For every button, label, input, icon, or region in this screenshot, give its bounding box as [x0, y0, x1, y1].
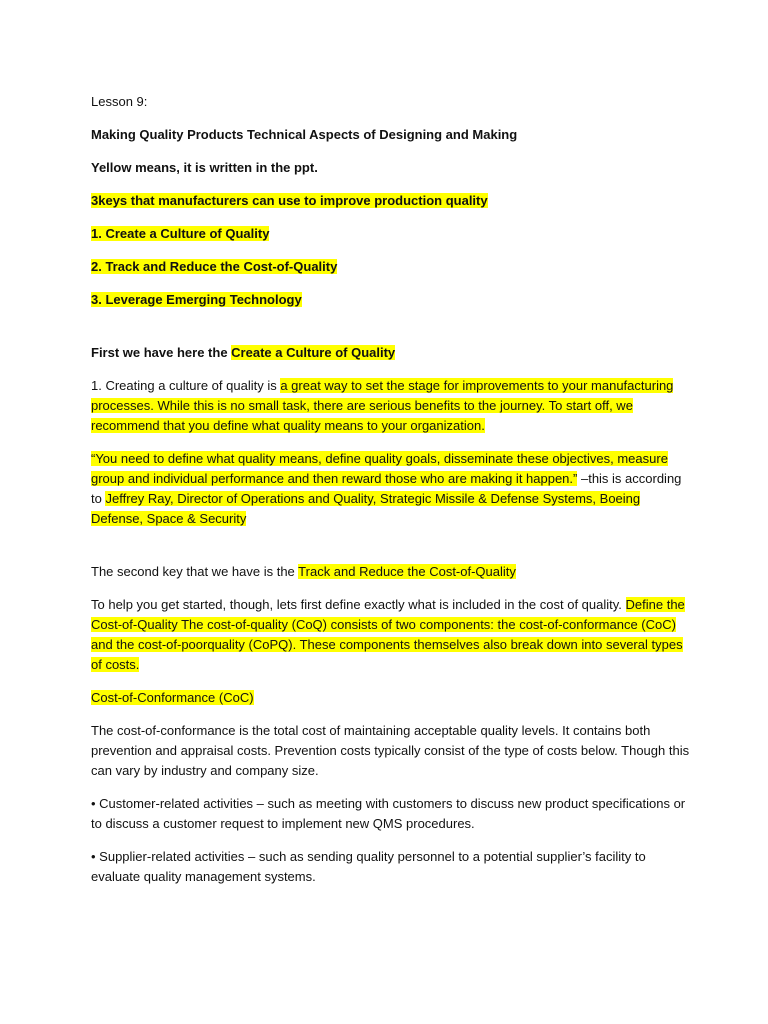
bullet-item: • Supplier-related activities – such as sending quality personnel to a potential supplier’s facility to evaluate quality management systems.: [91, 849, 646, 884]
quote-attribution-highlight: Jeffrey Ray, Director of Operations and Quality, Strategic Missile & Defense Systems, Boeing Defense, Space & Security: [91, 491, 641, 526]
key-item-2: [91, 257, 691, 277]
section1-paragraph-highlight: a great way to set the stage for improvements to your manufacturing processes. While this is no small task, there are serious benefits to the journey. To start off, we recommend that you define what quality means to your organization.: [91, 378, 674, 433]
section2-intro: [91, 562, 691, 582]
section2-intro-highlight: Track and Reduce the Cost-of-Quality: [298, 564, 516, 579]
quote-attribution-text: –this is according to: [91, 471, 682, 506]
keys-heading: [91, 191, 691, 211]
document-title: Making Quality Products Technical Aspects of Designing and Making: [91, 127, 518, 142]
legend-note: Yellow means, it is written in the ppt.: [91, 160, 318, 175]
section1-intro-text: First we have here the: [91, 345, 232, 360]
lesson-label: Lesson 9:: [91, 94, 148, 109]
key-item-3: [91, 290, 691, 310]
section1-intro: [91, 343, 691, 363]
section1-paragraph: [91, 376, 691, 436]
key-item-text: 3. Leverage Emerging Technology: [91, 292, 302, 307]
coc-heading-highlight: Cost-of-Conformance (CoC): [91, 690, 254, 705]
key-item-text: 1. Create a Culture of Quality: [91, 226, 270, 241]
section2-paragraph-text: To help you get started, though, lets first define exactly what is included in the cost of quality.: [91, 597, 626, 612]
section1-quote: [91, 449, 691, 529]
key-item-1: [91, 224, 691, 244]
section1-paragraph-text: 1. Creating a culture of quality is: [91, 378, 281, 393]
coc-heading: [91, 688, 691, 708]
quote-highlight: “You need to define what quality means, define quality goals, disseminate these objectives, measure group and individual performance and then reward those who are making it happen.”: [91, 451, 668, 486]
document-body: [91, 92, 691, 887]
section2-intro-text: The second key that we have is the: [91, 564, 299, 579]
section2-paragraph-highlight: Define the Cost-of-Quality The cost-of-quality (CoQ) consists of two components: the cost-of-conformance (CoC) and the cost-of-poorquality (CoPQ). These components themselves also break down into several types of costs.: [91, 597, 685, 672]
bullet-item: • Customer-related activities – such as meeting with customers to discuss new product specifications or to discuss a customer request to implement new QMS procedures.: [91, 796, 686, 831]
section1-intro-highlight: Create a Culture of Quality: [231, 345, 396, 360]
key-item-text: 2. Track and Reduce the Cost-of-Quality: [91, 259, 338, 274]
coc-paragraph: The cost-of-conformance is the total cost of maintaining acceptable quality levels. It contains both prevention and appraisal costs. Prevention costs typically consist of the type of costs below. Though this can vary by industry and company size.: [91, 723, 690, 778]
section2-paragraph: [91, 595, 691, 675]
keys-heading-highlight: 3keys that manufacturers can use to improve production quality: [91, 193, 488, 208]
